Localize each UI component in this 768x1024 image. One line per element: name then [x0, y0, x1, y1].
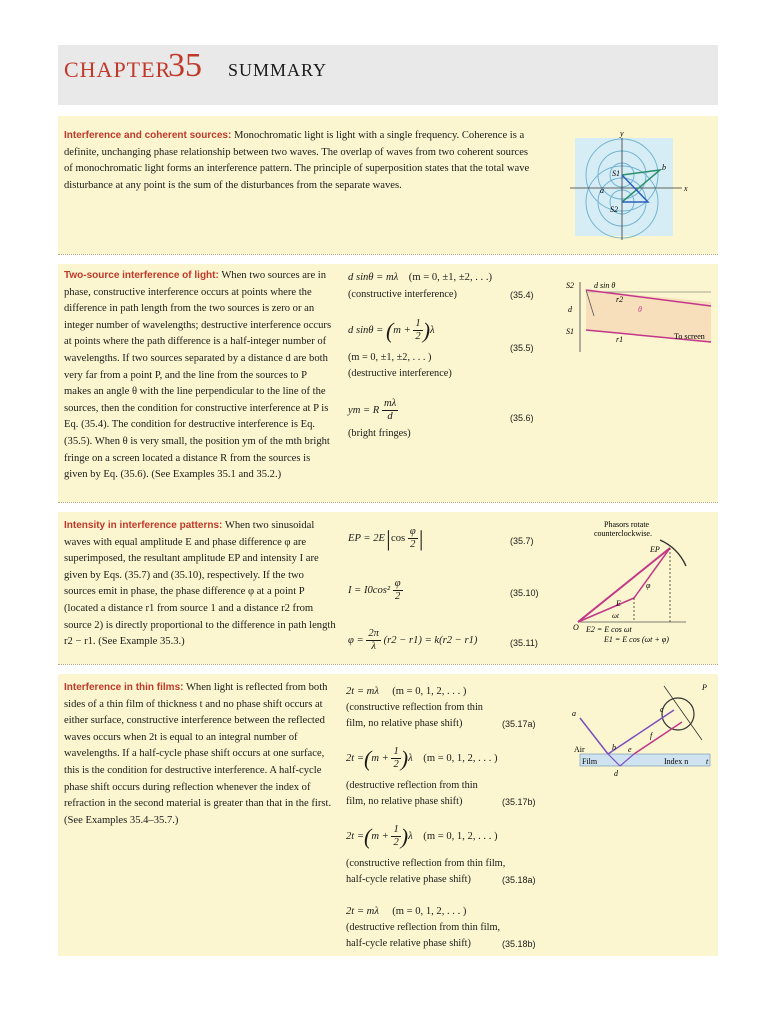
phasor-e	[578, 598, 634, 622]
two-source-figure	[566, 272, 716, 362]
e-label: E	[616, 599, 621, 608]
eq-35-18a-note1: (constructive reflection from thin film,	[346, 858, 506, 869]
eq-35-11-den: λ	[371, 641, 376, 652]
tag-35-10: (35.10)	[510, 588, 539, 598]
d-label: d	[614, 769, 618, 778]
eq-35-11-rhs: (r2 − r1) = k(r2 − r1)	[383, 634, 478, 646]
ep-label: EP	[650, 545, 660, 554]
tag-35-6: (35.6)	[510, 413, 534, 423]
two-source-text	[64, 268, 336, 484]
tag-35-17b: (35.17b)	[502, 797, 536, 807]
eq-35-10-lhs: I = I0cos²	[348, 584, 391, 596]
eq-35-10-frac	[393, 578, 403, 603]
thinfilm-body: When light is reflected from both sides of a thin film of thickness t and no phase shift occurs at either surface, constructive interference between the reflected waves occurs when 2t is equal to an integral number of wavelengths. If a half-cycle phase shift occurs at one surface, this is the condition for destructive interference. A half-cycle phase shift occurs during reflection whenever the index of refraction in the second material is greater than that in the first. (See Examples 35.4–35.7.)	[64, 682, 332, 826]
r2-label: r2	[616, 295, 624, 304]
eq-35-5-num: 1	[415, 318, 421, 329]
eq-35-17b-note1: (destructive reflection from thin	[346, 780, 478, 791]
e1-label: E1 = E cos (ωt + φ)	[604, 635, 669, 644]
eq-35-4-note: (constructive interference)	[348, 289, 457, 300]
eq-35-18a-frac	[391, 824, 400, 849]
coherent-figure	[560, 130, 710, 250]
intensity-body: When two sinusoidal waves with equal amplitude E and phase difference φ are superimposed, the resultant amplitude EP and intensity I are given by Eqs. (35.7) and (35.10), respectively. If the two sources emit in phase, the phase difference φ at a point P (located a distance r1 from source 1 and a distance r2 from source 2) is directly proportional to the difference in path length r2 − r1. (See Example 35.3.)	[64, 520, 336, 648]
eq-35-7-cos: cos	[391, 532, 406, 544]
eq-35-6-den: d	[387, 411, 393, 422]
eq-35-17b-frac	[391, 746, 400, 771]
eq-35-5-note: (destructive interference)	[348, 368, 452, 379]
film-layer	[580, 754, 710, 766]
air-label: Air	[574, 745, 585, 754]
eq-35-10	[348, 578, 403, 603]
coherent-text	[64, 128, 534, 194]
eq-35-5-lam: λ	[430, 324, 435, 336]
eq-35-4	[348, 270, 492, 285]
eq-35-17a	[346, 684, 466, 699]
eq-35-5-m: m +	[393, 324, 411, 336]
y-label: y	[620, 129, 624, 138]
eq-35-18a-lhs: 2t =	[346, 830, 365, 842]
eq-35-10-den: 2	[395, 591, 401, 602]
eq-35-6-num: mλ	[383, 398, 397, 409]
phasor-ep	[578, 548, 670, 622]
reflected-ray-2	[634, 722, 682, 754]
eq-35-18a-den: 2	[393, 837, 399, 848]
eq-35-17a-cond: (m = 0, 1, 2, . . . )	[392, 686, 467, 697]
eq-35-17a-lhs: 2t = mλ	[346, 686, 379, 697]
eq-35-18b-note2: half-cycle relative phase shift)	[346, 938, 471, 949]
rotate-label: Phasors rotate	[604, 520, 650, 529]
tag-35-4: (35.4)	[510, 290, 534, 300]
s1-label: S1	[612, 169, 620, 178]
eq-35-10-num: φ	[394, 578, 401, 589]
eq-35-7-den: 2	[410, 539, 416, 550]
chapter-number: 35	[168, 47, 202, 84]
eq-35-17a-note1: (constructive reflection from thin	[346, 702, 483, 713]
wt-label: ωt	[612, 612, 619, 620]
eq-35-18a-note2: half-cycle relative phase shift)	[346, 874, 471, 885]
to-screen-label: To screen	[674, 332, 705, 341]
x-label: x	[684, 184, 688, 193]
eq-35-18a-m: m +	[371, 830, 389, 842]
eq-35-18a-cond: (m = 0, 1, 2, . . . )	[423, 830, 498, 842]
eq-35-17b-lhs: 2t =	[346, 752, 365, 764]
c-label: c	[660, 705, 664, 714]
p-label: P	[702, 683, 707, 692]
coherent-body: Monochromatic light is light with a single frequency. Coherence is a definite, unchanging phase relationship between two waves. The overlap of waves from two coherent sources of monochromatic light forms an interference pattern. The principle of superposition states that the total wave disturbance at any point is the sum of the disturbances from the separate waves.	[64, 130, 530, 191]
eq-35-18b	[346, 904, 466, 919]
two-source-body: When two sources are in phase, constructive interference occurs at points where the difference in path length from the two sources is zero or an integer number of wavelengths; destructive interference occurs at points where the path difference is a half-integer number of wavelengths. If two sources separated by a distance d are both very far from a point P, and the line from the sources to P makes an angle θ with the line perpendicular to the line of the sources, then the condition for constructive interference at P is Eq. (35.4). The condition for destructive interference is Eq. (35.5). When θ is very small, the position ym of the mth bright fringe on a screen located a distance R from the sources is given by Eq. (35.6). (See Examples 35.1 and 35.2.)	[64, 270, 332, 481]
eq-35-17b-m: m +	[371, 752, 389, 764]
eq-35-6-frac	[382, 398, 398, 423]
tag-35-7: (35.7)	[510, 536, 534, 546]
eq-35-4-lhs: d sinθ = mλ	[348, 272, 399, 283]
phasor-figure	[574, 518, 714, 658]
thinfilm-figure	[566, 680, 714, 780]
film-label: Film	[582, 757, 598, 766]
two-source-title: Two-source interference of light:	[64, 270, 219, 281]
s1-label: S1	[566, 327, 574, 336]
eq-35-17b: 2t =(m + $\frac{1}{2}$ )λ (m = 0, 1, 2, . . . )	[346, 746, 498, 771]
eq-35-18b-note1: (destructive reflection from thin film,	[346, 922, 501, 933]
eq-35-5-cond: (m = 0, ±1, ±2, . . . )	[348, 352, 432, 363]
tag-35-17a: (35.17a)	[502, 719, 536, 729]
eq-35-5-lhs: d sinθ =	[348, 324, 386, 336]
tag-35-11: (35.11)	[510, 638, 538, 648]
index-label: Index n	[664, 757, 689, 766]
eq-35-18a-num: 1	[393, 824, 399, 835]
intensity-title: Intensity in interference patterns:	[64, 520, 223, 531]
eq-35-7-lhs: EP = 2E	[348, 532, 385, 544]
phi-label: φ	[646, 581, 651, 590]
eq-35-11-frac	[366, 628, 381, 653]
a-label: a	[600, 186, 604, 195]
eq-35-6-note: (bright fringes)	[348, 428, 411, 439]
separator-3	[58, 664, 718, 665]
dsin-label: d sin θ	[594, 281, 616, 290]
eq-35-5-frac	[413, 318, 422, 343]
eq-35-18b-cond: (m = 0, 1, 2, . . . )	[392, 906, 467, 917]
f-label: f	[650, 731, 653, 740]
eq-35-5-den: 2	[415, 331, 421, 342]
eq-35-11-lhs: φ =	[348, 634, 364, 646]
chapter-label: CHAPTER	[64, 57, 172, 82]
eq-35-18b-lhs: 2t = mλ	[346, 906, 379, 917]
eq-35-5: d sinθ = (m + $\frac{1}{2}$ )λ	[348, 318, 435, 343]
thickness-label: t	[706, 757, 709, 766]
eq-35-17b-num: 1	[393, 746, 399, 757]
eq-35-17b-lam: λ	[408, 752, 413, 764]
reflected-ray-1	[608, 710, 674, 754]
eq-35-4-cond: (m = 0, ±1, ±2, . . .)	[408, 272, 493, 283]
thinfilm-title: Interference in thin films:	[64, 682, 184, 693]
chapter-header	[58, 45, 718, 105]
eq-35-6	[348, 398, 398, 423]
eq-35-11-num: 2π	[368, 628, 379, 639]
tag-35-5: (35.5)	[510, 343, 534, 353]
r1-label: r1	[616, 335, 624, 344]
a-label: a	[572, 709, 576, 718]
eq-35-17b-cond: (m = 0, 1, 2, . . . )	[423, 752, 498, 764]
summary-label: SUMMARY	[228, 60, 328, 80]
origin-label: O	[573, 623, 579, 632]
eq-35-18a-lam: λ	[408, 830, 413, 842]
coherent-title: Interference and coherent sources:	[64, 130, 232, 141]
s2-label: S2	[566, 281, 574, 290]
eq-35-17a-note2: film, no relative phase shift)	[346, 718, 463, 729]
theta-label: θ	[638, 305, 642, 314]
e-label: e	[628, 745, 632, 754]
separator-1	[58, 254, 718, 255]
eq-35-18a: 2t =(m + $\frac{1}{2}$ )λ (m = 0, 1, 2, . . . )	[346, 824, 498, 849]
ccw-label: counterclockwise.	[594, 529, 652, 538]
eq-35-6-lhs: ym = R	[348, 404, 380, 416]
eq-35-17b-note2: film, no relative phase shift)	[346, 796, 463, 807]
separator-2	[58, 502, 718, 503]
tag-35-18a: (35.18a)	[502, 875, 536, 885]
eq-35-11	[348, 628, 477, 653]
b-label: b	[612, 743, 616, 752]
d-label: d	[568, 305, 572, 314]
intensity-text	[64, 518, 336, 651]
eq-35-7-frac	[408, 526, 418, 551]
eq-35-17b-den: 2	[393, 759, 399, 770]
thinfilm-text	[64, 680, 336, 829]
b-label: b	[662, 163, 666, 172]
tag-35-18b: (35.18b)	[502, 939, 536, 949]
eq-35-7: EP = 2E|cos $\frac{\varphi}{2}$ |	[348, 526, 424, 551]
e2-label: E2 = E cos ωt	[586, 625, 632, 634]
s2-label: S2	[610, 205, 618, 214]
eq-35-7-num: φ	[409, 526, 416, 537]
